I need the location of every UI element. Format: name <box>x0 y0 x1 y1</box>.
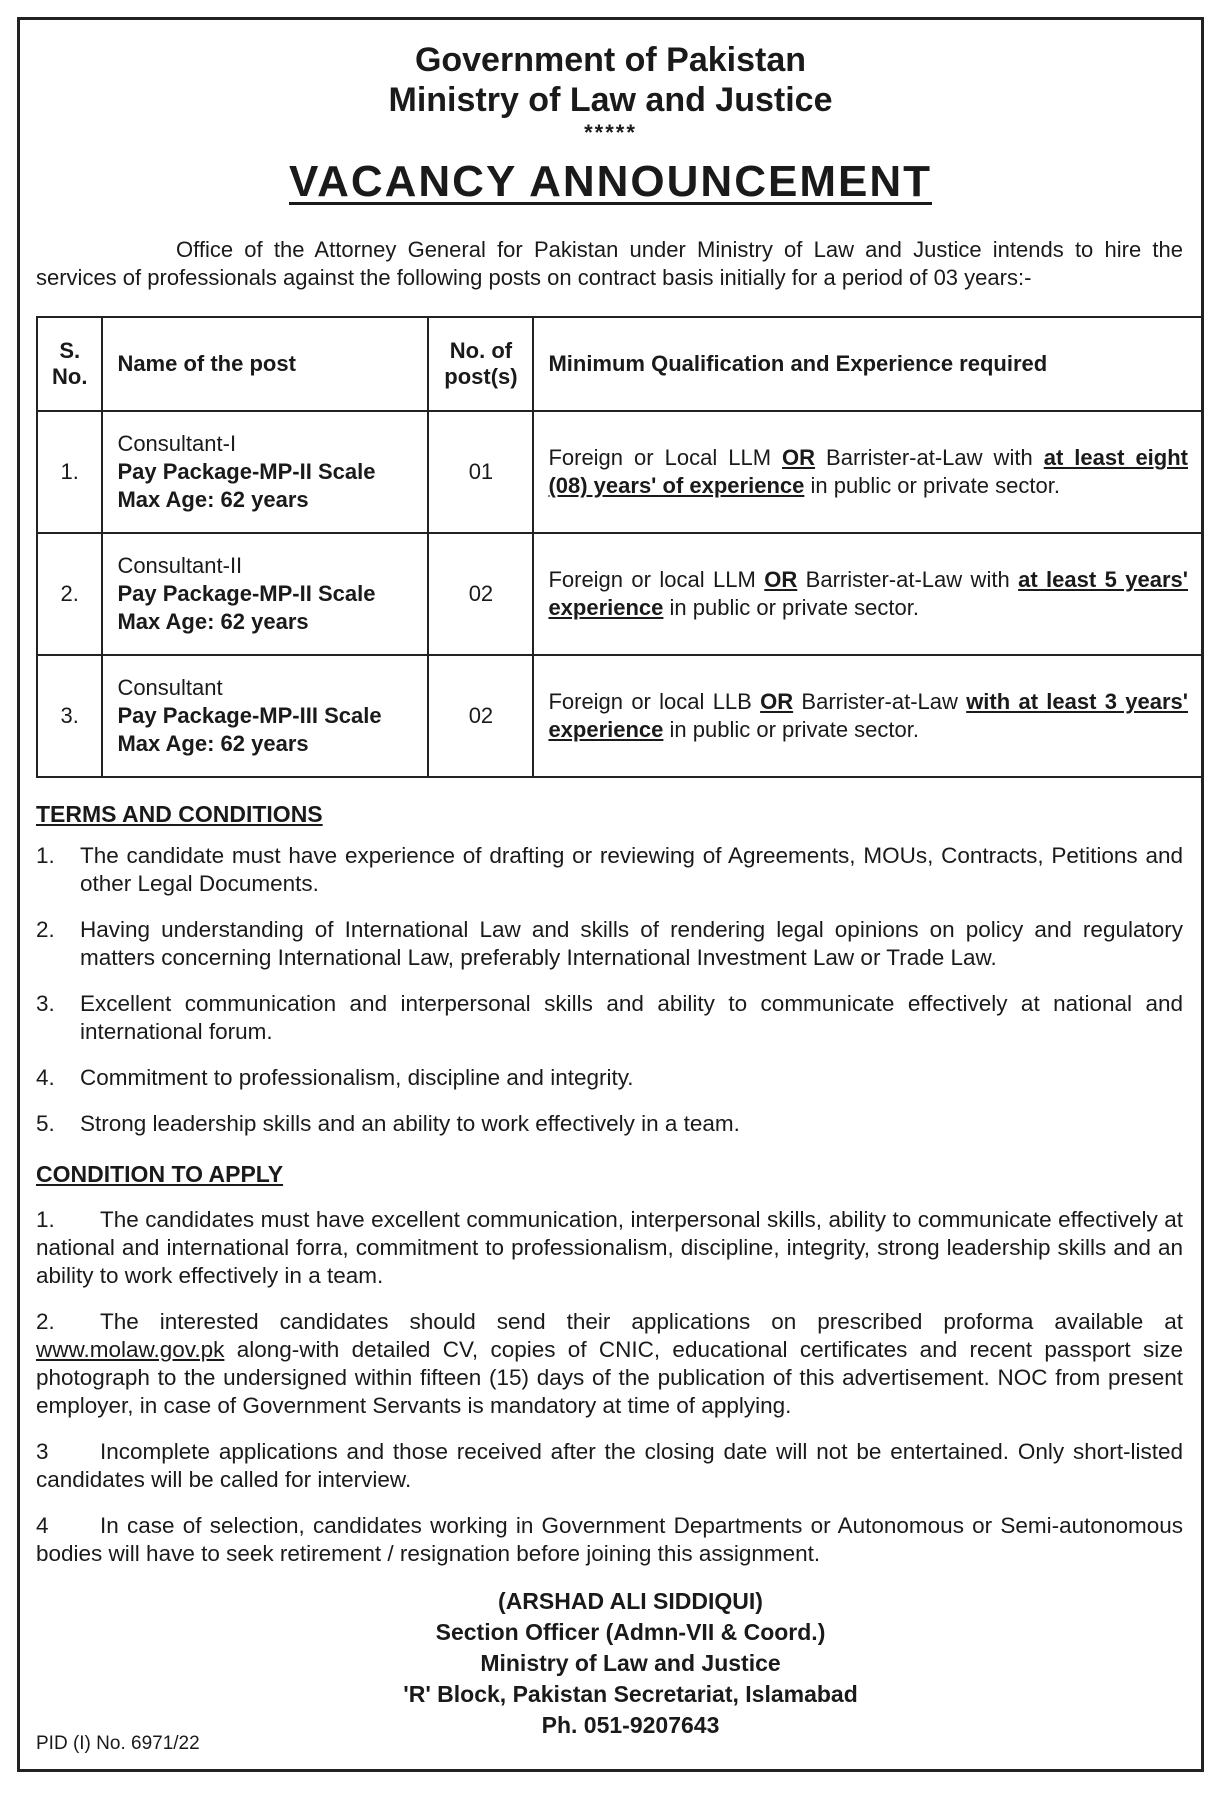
list-item <box>36 990 1183 1046</box>
list-item <box>36 842 1183 898</box>
post-age: Max Age: 62 years <box>117 487 309 512</box>
qual-text: Foreign or local LLB <box>548 689 761 714</box>
qual-text: Barrister-at-Law with <box>797 567 1019 592</box>
list-item <box>36 1064 1183 1092</box>
header-qualification: Minimum Qualification and Experience required <box>533 317 1203 411</box>
item-text: The candidates must have excellent communication, interpersonal skills, ability to communicate effectively at national and international forra, commitment to professionalism, discipline, integrity, strong leadership skills and an ability to work effectively in a team. <box>36 1207 1183 1288</box>
qual-text: in public or private sector. <box>663 595 919 620</box>
row-sno: 3. <box>37 655 102 777</box>
terms-list <box>36 842 1183 1138</box>
post-title: Consultant-II <box>117 553 243 578</box>
row-num: 02 <box>428 655 533 777</box>
item-number: 3. <box>36 991 55 1016</box>
header-sno: S. No. <box>37 317 102 411</box>
row-sno: 2. <box>37 533 102 655</box>
item-number: 1. <box>36 1207 55 1232</box>
qual-text: Barrister-at-Law <box>793 689 967 714</box>
table-row <box>37 411 1203 533</box>
row-qualification <box>533 655 1203 777</box>
table-row <box>37 533 1203 655</box>
stars-divider: ***** <box>584 120 637 145</box>
item-number: 2. <box>36 1309 55 1334</box>
row-post <box>102 655 428 777</box>
post-title: Consultant <box>117 675 223 700</box>
qual-text: in public or private sector. <box>663 717 919 742</box>
post-age: Max Age: 62 years <box>117 609 309 634</box>
list-item <box>36 916 1183 972</box>
qual-experience: at least eight (08) years' of experience <box>548 445 1188 498</box>
apply-paragraph <box>36 1438 1183 1494</box>
qual-or: OR <box>782 445 816 470</box>
item-text: The candidate must have experience of drafting or reviewing of Agreements, MOUs, Contracts, Petitions and other Legal Documents. <box>80 843 1183 896</box>
apply-paragraph <box>36 1512 1183 1568</box>
announcement-body <box>28 28 1193 1761</box>
qual-or: OR <box>764 567 798 592</box>
qual-text: Foreign or local LLM <box>548 567 765 592</box>
row-sno: 1. <box>37 411 102 533</box>
signatory-phone: Ph. 051-9207643 <box>541 1712 720 1738</box>
signatory-ministry: Ministry of Law and Justice <box>480 1650 781 1676</box>
signatory-designation: Section Officer (Admn-VII & Coord.) <box>435 1619 826 1645</box>
item-text: Incomplete applications and those received after the closing date will not be entertained. Only short-listed candidates will be called for interview. <box>36 1439 1183 1492</box>
item-text: Strong leadership skills and an ability to work effectively in a team. <box>80 1111 740 1136</box>
item-number: 2. <box>36 917 55 942</box>
item-number: 4 <box>36 1513 49 1538</box>
item-text: Excellent communication and interpersonal skills and ability to communicate effectively at national and international forum. <box>80 991 1183 1044</box>
post-title: Consultant-I <box>117 431 237 456</box>
item-text: Having understanding of International Law and skills of rendering legal opinions on policy and regulatory matters concerning International Law, preferably International Investment Law or Trade Law. <box>80 917 1183 970</box>
header-post-name: Name of the post <box>102 317 428 411</box>
row-qualification <box>533 411 1203 533</box>
government-title: Government of Pakistan <box>414 41 807 79</box>
posts-table <box>36 316 1204 778</box>
apply-paragraph <box>36 1308 1183 1420</box>
apply-heading: CONDITION TO APPLY <box>36 1161 284 1187</box>
row-num: 01 <box>428 411 533 533</box>
qual-or: OR <box>760 689 794 714</box>
signature-block <box>28 1586 1193 1741</box>
qual-experience: at least 5 years' experience <box>548 567 1188 620</box>
item-number: 3 <box>36 1439 49 1464</box>
qual-text: Barrister-at-Law with <box>815 445 1044 470</box>
item-text: In case of selection, candidates working in Government Departments or Autonomous or Semi-autonomous bodies will have to seek retirement / resignation before joining this assignment. <box>36 1513 1183 1566</box>
row-post <box>102 411 428 533</box>
item-number: 1. <box>36 843 55 868</box>
item-number: 5. <box>36 1111 55 1136</box>
website-link[interactable]: www.molaw.gov.pk <box>36 1337 225 1362</box>
item-number: 4. <box>36 1065 55 1090</box>
table-row <box>37 655 1203 777</box>
signatory-address: 'R' Block, Pakistan Secretariat, Islamabad <box>403 1681 858 1707</box>
header <box>28 40 1193 208</box>
ministry-title: Ministry of Law and Justice <box>388 81 833 119</box>
apply-paragraph <box>36 1206 1183 1290</box>
post-pay: Pay Package-MP-II Scale <box>117 581 376 606</box>
terms-heading: TERMS AND CONDITIONS <box>36 801 323 827</box>
table-header-row <box>37 317 1203 411</box>
pid-number: PID (I) No. 6971/22 <box>36 1733 200 1754</box>
row-qualification <box>533 533 1203 655</box>
qual-text: Foreign or Local LLM <box>548 445 783 470</box>
announcement-frame <box>17 17 1204 1772</box>
row-post <box>102 533 428 655</box>
apply-conditions <box>36 1206 1183 1568</box>
item-text: The interested candidates should send their applications on prescribed proforma available at <box>100 1309 1183 1334</box>
post-pay: Pay Package-MP-III Scale <box>117 703 382 728</box>
header-num-posts: No. of post(s) <box>428 317 533 411</box>
list-item <box>36 1110 1183 1138</box>
row-num: 02 <box>428 533 533 655</box>
page-title: VACANCY ANNOUNCEMENT <box>289 157 932 206</box>
signatory-name: (ARSHAD ALI SIDDIQUI) <box>498 1588 763 1614</box>
item-text: Commitment to professionalism, discipline and integrity. <box>80 1065 634 1090</box>
item-text: along-with detailed CV, copies of CNIC, educational certificates and recent passport size photograph to the undersigned within fifteen (15) days of the publication of this advertisement. NOC from present employer, in case of Government Servants is mandatory at time of applying. <box>36 1337 1183 1418</box>
qual-experience: with at least 3 years' experience <box>548 689 1188 742</box>
qual-text: in public or private sector. <box>804 473 1060 498</box>
post-age: Max Age: 62 years <box>117 731 309 756</box>
intro-paragraph: Office of the Attorney General for Pakistan under Ministry of Law and Justice intends to hire the services of professionals against the following posts on contract basis initially for a period of 03 years:- <box>36 237 1183 290</box>
post-pay: Pay Package-MP-II Scale <box>117 459 376 484</box>
